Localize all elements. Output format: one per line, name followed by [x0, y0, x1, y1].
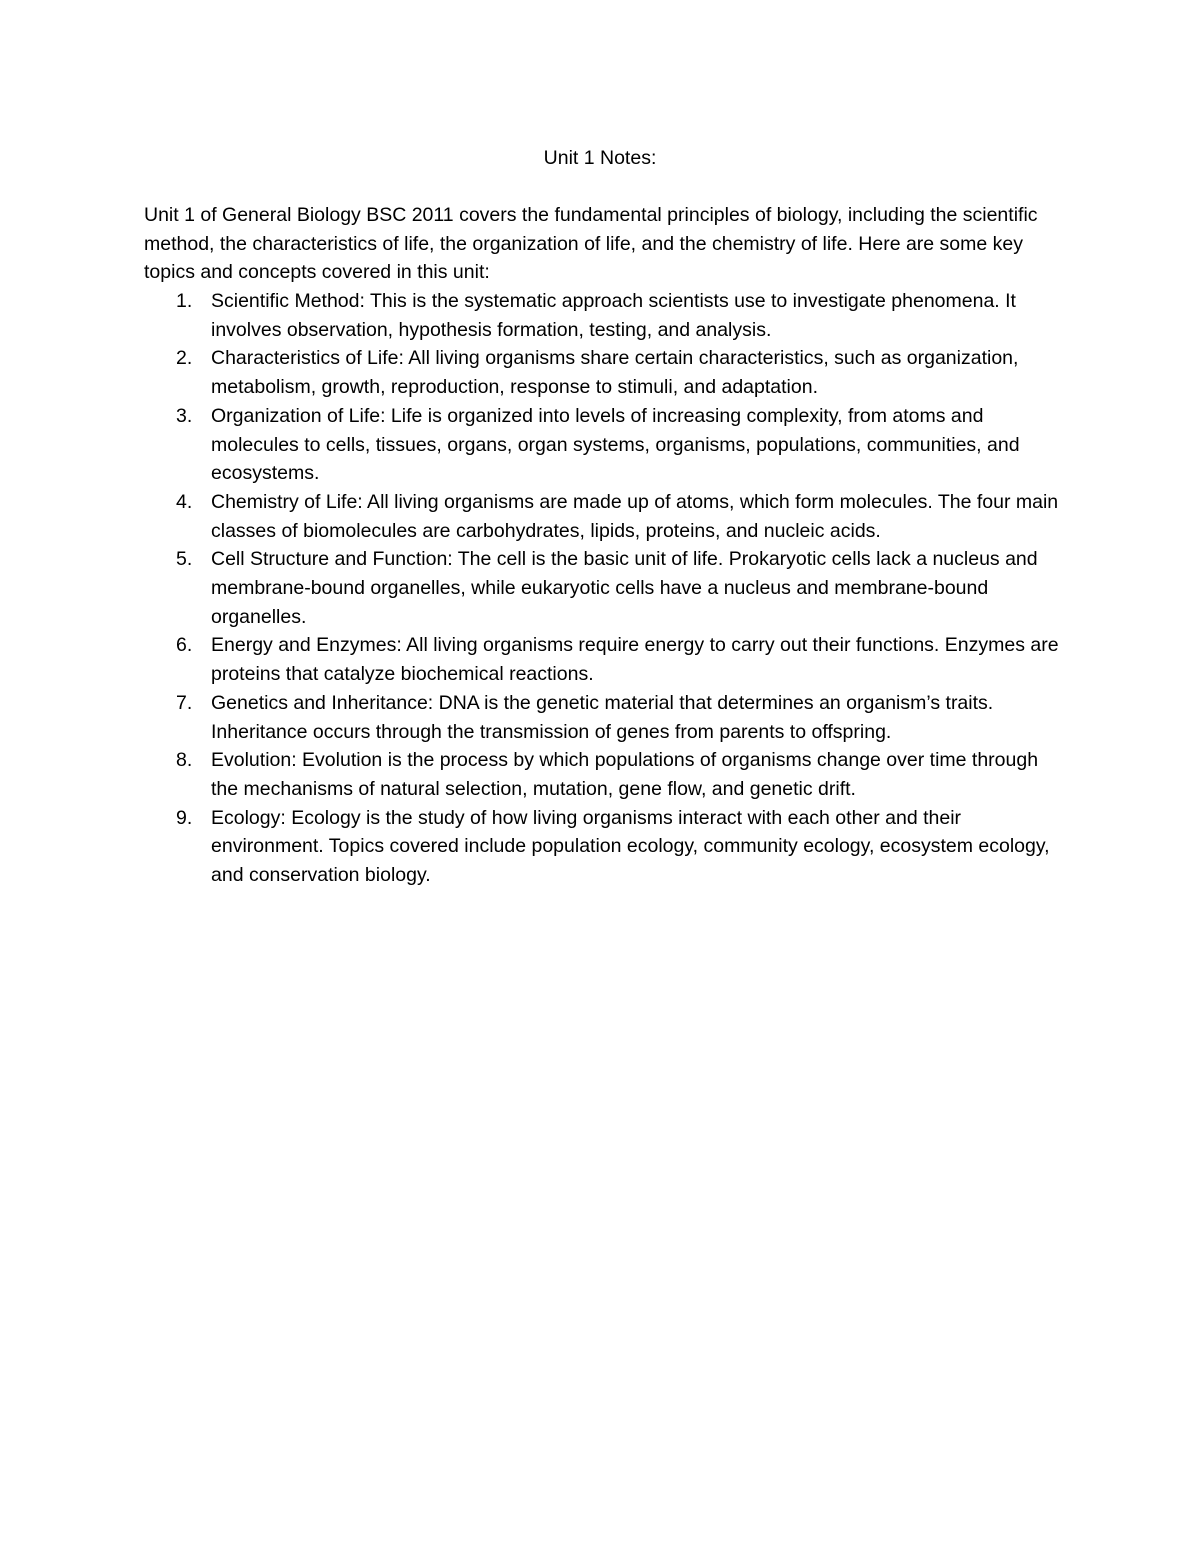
- list-item-text: Characteristics of Life: All living organisms share certain characteristics, such as organization, metabolism, growth, reproduction, response to stimuli, and adaptation.: [211, 347, 1019, 399]
- intro-paragraph: Unit 1 of General Biology BSC 2011 covers the fundamental principles of biology, including the scientific method, the characteristics of life, the organization of life, and the chemistry of life. Here are some key topics and concepts covered in this unit:: [144, 204, 1038, 284]
- list-item-text: Ecology: Ecology is the study of how living organisms interact with each other and their environment. Topics covered include population ecology, community ecology, ecosystem ecology, and conservation biology.: [211, 806, 1050, 887]
- list-item: [144, 804, 1060, 890]
- list-item-number: 6.: [176, 634, 193, 657]
- list-item-text: Energy and Enzymes: All living organisms require energy to carry out their functions. Enzymes are proteins that catalyze biochemical reactions.: [211, 634, 1059, 686]
- list-item: [144, 344, 1060, 401]
- list-item-number: 1.: [176, 290, 193, 312]
- list-item: [144, 689, 1060, 746]
- list-item-text: Chemistry of Life: All living organisms are made up of atoms, which form molecules. The four main classes of biomolecules are carbohydrates, lipids, proteins, and nucleic acids.: [211, 490, 1059, 542]
- list-item: [144, 631, 1060, 688]
- list-item-text: Organization of Life: Life is organized into levels of increasing complexity, from atoms and molecules to cells, tissues, organs, organ systems, organisms, populations, communities, and ecosystems.: [211, 404, 1020, 485]
- list-item-number: 9.: [176, 806, 193, 829]
- list-item: [144, 402, 1060, 488]
- page-title: Unit 1 Notes:: [543, 147, 657, 169]
- list-item-number: 7.: [176, 691, 193, 714]
- list-item-text: Scientific Method: This is the systematic approach scientists use to investigate phenomena. It involves observation, hypothesis formation, testing, and analysis.: [211, 290, 1016, 341]
- list-item-text: Cell Structure and Function: The cell is the basic unit of life. Prokaryotic cells lack a nucleus and membrane-bound organelles, while eukaryotic cells have a nucleus and membrane-bound organelles.: [211, 548, 1038, 628]
- list-item: [144, 746, 1060, 803]
- list-item-number: 8.: [176, 749, 193, 772]
- list-item-text: Genetics and Inheritance: DNA is the genetic material that determines an organism’s traits. Inheritance occurs through the transmission of genes from parents to offspring.: [211, 691, 994, 743]
- list-item-number: 2.: [176, 347, 193, 370]
- list-item-number: 3.: [176, 404, 193, 427]
- list-item: [144, 488, 1060, 545]
- list-item-number: 5.: [176, 548, 193, 571]
- list-item-number: 4.: [176, 490, 193, 513]
- list-item: [144, 545, 1060, 631]
- list-item-text: Evolution: Evolution is the process by which populations of organisms change over time through the mechanisms of natural selection, mutation, gene flow, and genetic drift.: [211, 749, 1039, 800]
- topics-list: [144, 287, 1060, 890]
- list-item: [144, 287, 1060, 344]
